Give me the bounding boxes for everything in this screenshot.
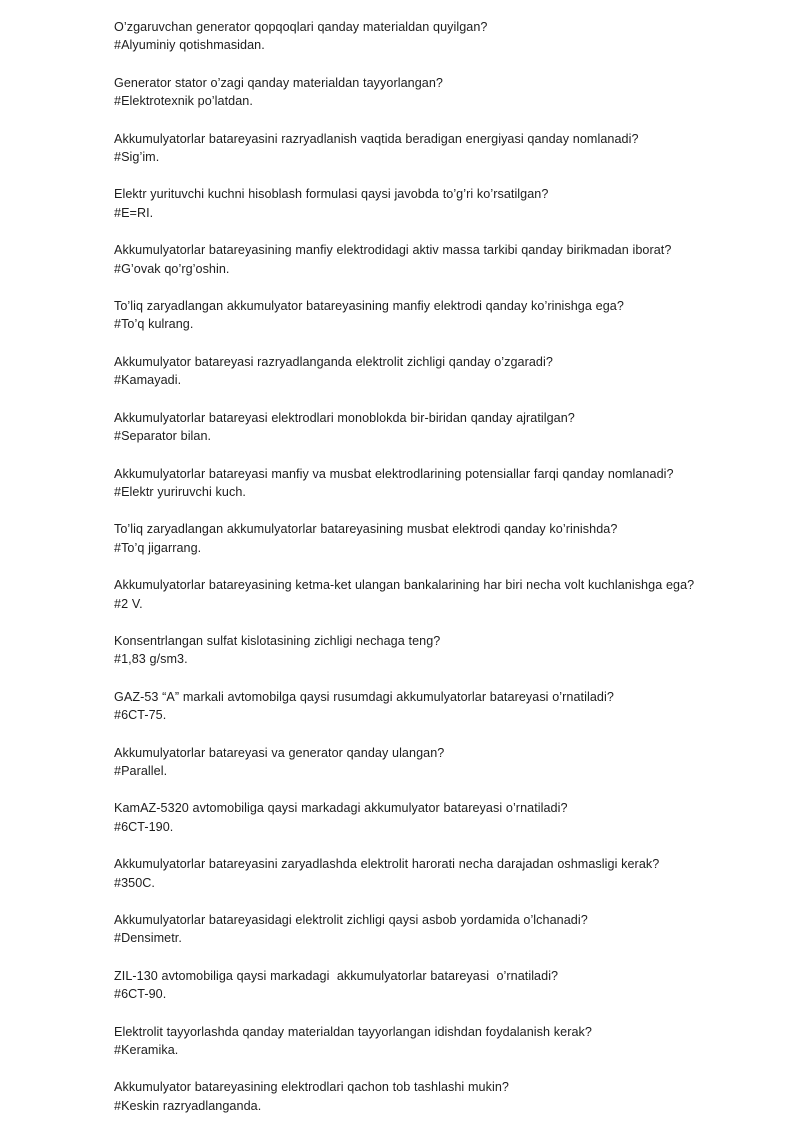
qa-question: Akkumulyatorlar batareyasining ketma-ket ulangan bankalarining har biri necha volt kuchlanishga ega? xyxy=(114,578,695,593)
qa-block xyxy=(114,799,740,836)
qa-question: Elektr yurituvchi kuchni hisoblash formulasi qaysi javobda to’g’ri ko’rsatilgan? xyxy=(114,187,549,202)
qa-block xyxy=(114,1078,740,1115)
qa-question: Generator stator o’zagi qanday materialdan tayyorlangan? xyxy=(114,75,443,90)
qa-block xyxy=(114,632,740,669)
qa-question: Akkumulyatorlar batareyasi manfiy va musbat elektrodlarining potensiallar farqi qanday nomlanadi? xyxy=(114,466,674,481)
qa-block xyxy=(114,18,740,55)
qa-question: O’zgaruvchan generator qopqoqlari qanday materialdan quyilgan? xyxy=(114,20,488,34)
qa-block xyxy=(114,185,740,222)
qa-answer: #E=RI. xyxy=(114,205,154,220)
qa-answer: #1,83 g/sm3. xyxy=(114,652,188,667)
qa-block xyxy=(114,855,740,892)
qa-block xyxy=(114,297,740,334)
qa-answer: #6CT-190. xyxy=(114,819,174,834)
qa-answer: #Elektrotexnik po’latdan. xyxy=(114,94,253,109)
qa-question: GAZ-53 “A” markali avtomobilga qaysi rusumdagi akkumulyatorlar batareyasi o’rnatiladi? xyxy=(114,689,614,704)
qa-answer: #Elektr yuriruvchi kuch. xyxy=(114,484,246,499)
qa-block xyxy=(114,241,740,278)
qa-block xyxy=(114,74,740,111)
qa-question: ZIL-130 avtomobiliga qaysi markadagi akkumulyatorlar batareyasi o’rnatiladi? xyxy=(114,968,559,983)
qa-question: Akkumulyatorlar batareyasi elektrodlari monoblokda bir-biridan qanday ajratilgan? xyxy=(114,410,575,425)
qa-question: Elektrolit tayyorlashda qanday materialdan tayyorlangan idishdan foydalanish kerak? xyxy=(114,1024,592,1039)
qa-answer: #Keramika. xyxy=(114,1043,179,1058)
qa-answer: #Parallel. xyxy=(114,763,168,778)
qa-block xyxy=(114,911,740,948)
qa-answer: #Keskin razryadlanganda. xyxy=(114,1098,262,1113)
qa-answer: #Alyuminiy qotishmasidan. xyxy=(114,38,265,53)
qa-block xyxy=(114,465,740,502)
qa-answer: #6CT-90. xyxy=(114,987,167,1002)
question-answer-list xyxy=(114,18,740,1115)
qa-question: To’liq zaryadlangan akkumulyator batareyasining manfiy elektrodi qanday ko’rinishga ega? xyxy=(114,299,624,314)
qa-block xyxy=(114,353,740,390)
qa-question: Konsentrlangan sulfat kislotasining zichligi nechaga teng? xyxy=(114,633,441,648)
qa-block xyxy=(114,744,740,781)
qa-block xyxy=(114,576,740,613)
qa-question: Akkumulyator batareyasining elektrodlari qachon tob tashlashi mukin? xyxy=(114,1080,509,1095)
qa-block xyxy=(114,520,740,557)
qa-question: Akkumulyator batareyasi razryadlanganda elektrolit zichligi qanday o’zgaradi? xyxy=(114,354,553,369)
qa-question: Akkumulyatorlar batareyasi va generator qanday ulangan? xyxy=(114,745,445,760)
qa-answer: #G’ovak qo’rg’oshin. xyxy=(114,261,230,276)
qa-question: Akkumulyatorlar batareyasini zaryadlashda elektrolit harorati necha darajadan oshmasligi kerak? xyxy=(114,857,660,872)
qa-answer: #Densimetr. xyxy=(114,931,182,946)
qa-answer: #Sig’im. xyxy=(114,150,160,165)
qa-block xyxy=(114,688,740,725)
qa-question: Akkumulyatorlar batareyasidagi elektrolit zichligi qaysi asbob yordamida o’lchanadi? xyxy=(114,913,588,927)
qa-answer: #Kamayadi. xyxy=(114,373,182,388)
qa-question: Akkumulyatorlar batareyasining manfiy elektrodidagi aktiv massa tarkibi qanday birikmadan iborat? xyxy=(114,243,672,258)
qa-answer: #6CT-75. xyxy=(114,708,167,723)
qa-question: To’liq zaryadlangan akkumulyatorlar batareyasining musbat elektrodi qanday ko’rinishda? xyxy=(114,522,618,537)
qa-answer: #350C. xyxy=(114,875,155,890)
qa-block xyxy=(114,409,740,446)
qa-question: KamAZ-5320 avtomobiliga qaysi markadagi akkumulyator batareyasi o’rnatiladi? xyxy=(114,801,568,816)
qa-answer: #2 V. xyxy=(114,596,143,611)
qa-answer: #To’q kulrang. xyxy=(114,317,194,332)
qa-block xyxy=(114,967,740,1004)
qa-answer: #To’q jigarrang. xyxy=(114,540,202,555)
qa-block xyxy=(114,130,740,167)
qa-answer: #Separator bilan. xyxy=(114,429,212,444)
qa-block xyxy=(114,1023,740,1060)
qa-question: Akkumulyatorlar batareyasini razryadlanish vaqtida beradigan energiyasi qanday nomlanadi? xyxy=(114,131,639,146)
